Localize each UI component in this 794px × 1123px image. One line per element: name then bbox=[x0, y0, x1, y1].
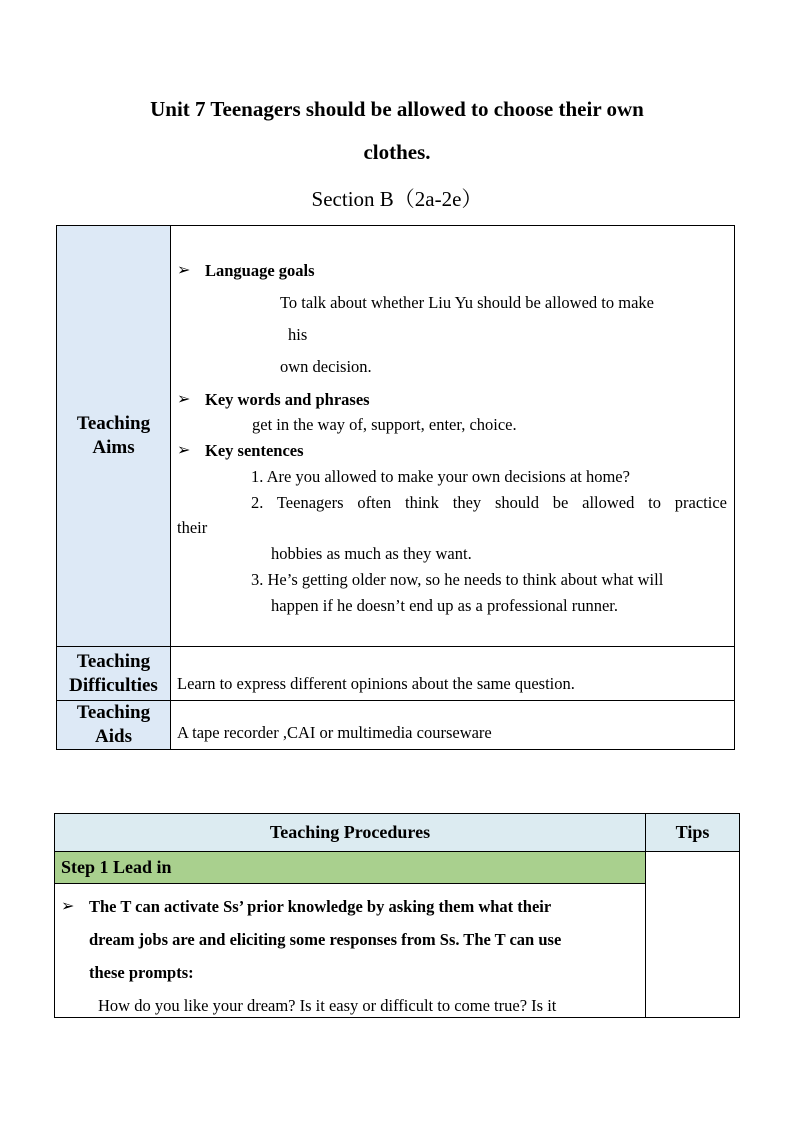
label-line: Aims bbox=[92, 437, 135, 458]
arrow-bullet-icon: ➢ bbox=[61, 898, 75, 915]
language-goals-heading: Language goals bbox=[205, 261, 315, 280]
teaching-aims-label bbox=[57, 226, 171, 647]
page-title-line2: clothes. bbox=[363, 140, 431, 164]
label-line: Aids bbox=[95, 726, 132, 747]
teaching-aids-content: A tape recorder ,CAI or multimedia courseware bbox=[171, 701, 735, 750]
key-sentence: 1. Are you allowed to make your own decisions at home? bbox=[251, 467, 630, 486]
teaching-difficulties-label bbox=[57, 647, 171, 701]
label-line: Difficulties bbox=[69, 674, 158, 696]
key-words-text: get in the way of, support, enter, choice. bbox=[252, 415, 517, 434]
language-goals-text: his bbox=[288, 325, 308, 344]
step-1-prompt: How do you like your dream? Is it easy or difficult to come true? Is it bbox=[98, 996, 557, 1015]
teaching-difficulties-content: Learn to express different opinions about the same question. bbox=[171, 647, 735, 701]
section-subtitle: Section B（2a-2e） bbox=[311, 187, 483, 211]
key-sentence: 3. He’s getting older now, so he needs to think about what will bbox=[251, 570, 664, 589]
step-1-text: dream jobs are and eliciting some responses from Ss. The T can use bbox=[89, 930, 562, 949]
tips-header: Tips bbox=[646, 814, 740, 852]
step-1-title: Step 1 Lead in bbox=[55, 852, 646, 884]
label-line: Teaching bbox=[76, 650, 151, 672]
arrow-bullet-icon: ➢ bbox=[177, 262, 191, 279]
key-sentence: their bbox=[177, 518, 208, 537]
language-goals-text: own decision. bbox=[280, 357, 372, 376]
key-words-heading: Key words and phrases bbox=[205, 390, 370, 409]
label-line: Teaching bbox=[76, 702, 151, 723]
teaching-aims-table bbox=[56, 225, 735, 750]
tips-cell bbox=[646, 852, 740, 1018]
teaching-aids-label bbox=[57, 701, 171, 750]
key-sentences-heading: Key sentences bbox=[205, 441, 304, 460]
step-1-content bbox=[55, 884, 646, 1018]
step-1-text: these prompts: bbox=[89, 963, 194, 982]
key-sentence: 2. Teenagers often think they should be allowed to practice bbox=[251, 493, 727, 512]
label-line: Teaching bbox=[76, 413, 151, 434]
teaching-aims-content bbox=[171, 226, 735, 647]
arrow-bullet-icon: ➢ bbox=[177, 442, 191, 459]
arrow-bullet-icon: ➢ bbox=[177, 391, 191, 408]
language-goals-text: To talk about whether Liu Yu should be allowed to make bbox=[280, 293, 654, 312]
step-1-text: The T can activate Ss’ prior knowledge by asking them what their bbox=[89, 897, 552, 916]
teaching-procedures-table bbox=[54, 813, 740, 1018]
page-title: Unit 7 Teenagers should be allowed to choose their own bbox=[150, 97, 644, 121]
key-sentence: hobbies as much as they want. bbox=[271, 544, 472, 563]
key-sentence: happen if he doesn’t end up as a professional runner. bbox=[271, 596, 619, 615]
procedures-header: Teaching Procedures bbox=[55, 814, 646, 852]
